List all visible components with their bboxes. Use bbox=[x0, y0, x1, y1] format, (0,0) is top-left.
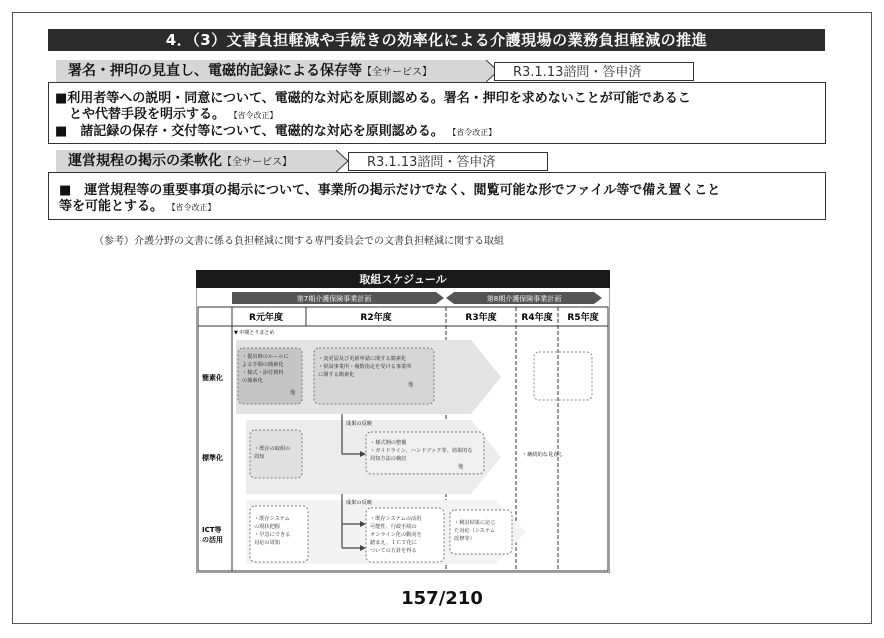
section2-bullet1-line1: ■ 運営規程等の重要事項の掲示について、事業所の掲示だけでなく、閲覧可能な形でファイル等で備え置くこと bbox=[59, 183, 721, 198]
section1-status: R3.1.13諮問・答申済 bbox=[494, 62, 694, 81]
schedule-diagram bbox=[196, 270, 610, 573]
section1-bullet1-line1: ■利用者等への説明・同意について、電磁的な対応を原則認める。署名・押印を求めないことが可能であるこ bbox=[55, 91, 691, 106]
plan8-label: 第8期介護保険事業計画 bbox=[486, 295, 562, 303]
row-simplify: 簡素化 bbox=[202, 374, 223, 382]
feedback2: 成果の反映 bbox=[346, 500, 372, 506]
section1-body bbox=[48, 82, 826, 144]
section2-bullet1-line2: 等を可能とする。 【省令改正】 bbox=[59, 199, 216, 214]
plan7-label: 第7期介護保険事業計画 bbox=[296, 295, 372, 303]
section1-bullet2: ■ 諸記録の保存・交付等について、電磁的な対応を原則認める。 【省令改正】 bbox=[55, 124, 497, 139]
section2-status: R3.1.13諮問・答申済 bbox=[348, 152, 548, 171]
section1-tag: 【全サービス】 bbox=[362, 67, 432, 78]
midterm-label: ▼ 中間とりまとめ bbox=[234, 330, 275, 336]
standard-b: ・様式例の整備 ・ガイドライン、ハンドブック等、効果的な 周知方法の検討 他 bbox=[370, 440, 473, 470]
page-number: 157/210 bbox=[401, 588, 483, 609]
section1-heading: 署名・押印の見直し、電磁的記録による保存等【全サービス】 bbox=[56, 60, 486, 82]
ict-a: ・既存システム の現状把握 ・早急にできる 対応の周知 bbox=[254, 516, 291, 546]
ict-c: ・検討結果に応じ た対応（システム 改修等） bbox=[454, 520, 496, 542]
year-r2: R2年度 bbox=[360, 313, 392, 323]
simplify-b: ・変更届及び更新申請に関する簡素化 ・併設事業所・複数指定を受ける事業所 に関する簡素化 他 bbox=[318, 356, 414, 388]
reference-caption: （参考）介護分野の文書に係る負担軽減に関する専門委員会での文書負担軽減に関する取組 bbox=[94, 236, 504, 247]
year-r4: R4年度 bbox=[521, 313, 553, 323]
simplify-a: ・提出時のルールに よる手間の簡素化 ・様式・添付資料 の簡素化 他 bbox=[242, 354, 296, 396]
ict-b: ・既存システムの活用 可能性、行政手続の オンライン化の動向を 踏まえ、ＩＣＴ化に ついての方針を得る bbox=[370, 516, 422, 554]
year-r1: R元年度 bbox=[249, 313, 283, 323]
year-r3: R3年度 bbox=[465, 313, 497, 323]
section2-bullet1-note: 【省令改正】 bbox=[167, 203, 216, 212]
standard-c: ・継続的な見直し bbox=[522, 452, 564, 458]
section1-bullet2-note: 【省令改正】 bbox=[448, 128, 497, 137]
page-title: 4．（3）文書負担軽減や手続きの効率化による介護現場の業務負担軽減の推進 bbox=[48, 29, 825, 51]
section2-body bbox=[48, 172, 826, 220]
feedback1: 成果の反映 bbox=[346, 421, 372, 427]
year-r5: R5年度 bbox=[567, 313, 599, 323]
section2-tag: 【全サービス】 bbox=[222, 157, 292, 168]
schedule-title: 取組スケジュール bbox=[359, 273, 447, 286]
row-ict: ICT等 の活用 bbox=[202, 526, 223, 544]
section1-bullet1-line2: とや代替手段を明示する。 【省令改正】 bbox=[69, 107, 278, 122]
row-standard: 標準化 bbox=[202, 454, 223, 462]
section2-heading: 運営規程の掲示の柔軟化【全サービス】 bbox=[56, 150, 336, 172]
section1-bullet1-note: 【省令改正】 bbox=[229, 111, 278, 120]
standard-a: ・既存の取組の 周知 bbox=[254, 446, 291, 460]
